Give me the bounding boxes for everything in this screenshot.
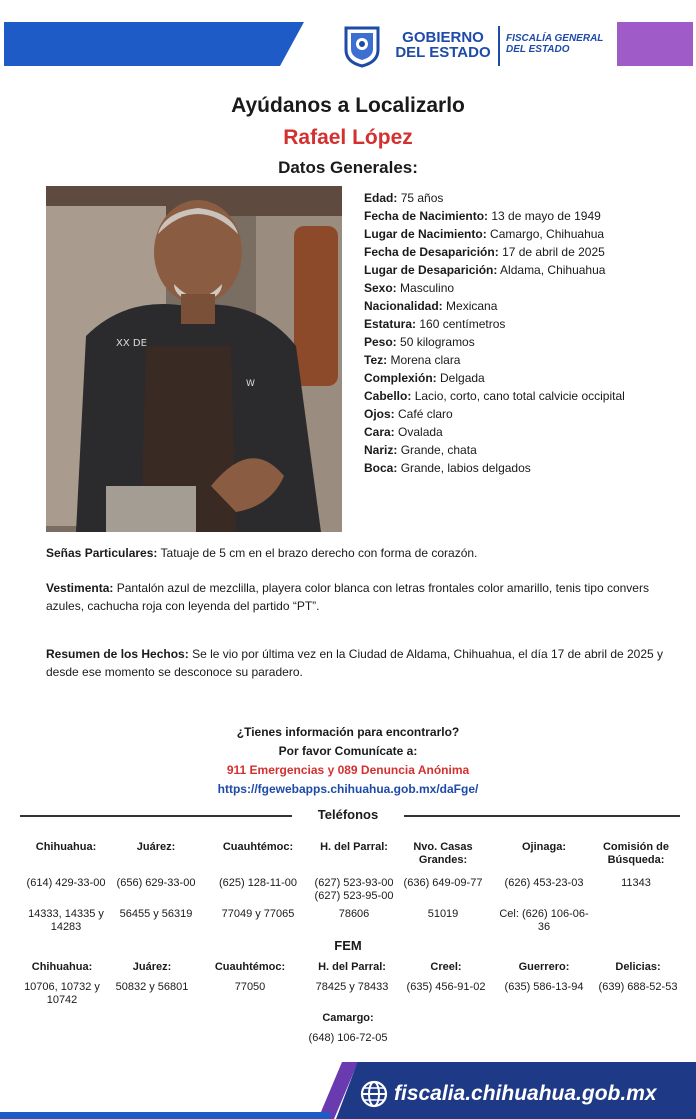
detail-value: Café claro bbox=[398, 407, 453, 421]
detail-row bbox=[364, 297, 684, 315]
general-data-heading: Datos Generales: bbox=[278, 158, 418, 177]
detail-label: Complexión: bbox=[364, 371, 437, 385]
svg-text:W: W bbox=[246, 379, 255, 389]
fem-city-name: Juárez: bbox=[132, 961, 172, 973]
detail-row bbox=[364, 387, 684, 405]
fem-heading: FEM bbox=[334, 938, 362, 953]
telefonos-extension: Cel: (626) 106-06-36 bbox=[499, 908, 589, 933]
fem-extension: (635) 456-91-02 bbox=[406, 981, 486, 993]
gov-line1: GOBIERNO bbox=[402, 29, 484, 46]
fem-extension: (639) 688-52-53 bbox=[598, 981, 678, 993]
telefonos-city-name: Ojinaga: bbox=[521, 841, 566, 853]
detail-label: Boca: bbox=[364, 461, 398, 475]
detail-row bbox=[364, 207, 684, 225]
senas-label: Señas Particulares: bbox=[46, 546, 158, 560]
fisc-line2: DEL ESTADO bbox=[506, 44, 570, 55]
detail-value: Delgada bbox=[440, 371, 485, 385]
telefonos-extension: 51019 bbox=[427, 908, 459, 920]
vestimenta-label: Vestimenta: bbox=[46, 581, 114, 595]
svg-text:XX DE: XX DE bbox=[116, 338, 147, 349]
vestimenta-value: Pantalón azul de mezclilla, playera color blanca con letras frontales color amarillo, tenis tipo convers azules, cachucha roja con leyenda del partido “PT”. bbox=[46, 581, 649, 613]
detail-label: Peso: bbox=[364, 335, 397, 349]
emergency-numbers: 911 Emergencias y 089 Denuncia Anónima bbox=[226, 763, 470, 777]
detail-label: Cara: bbox=[364, 425, 395, 439]
header-divider bbox=[498, 26, 500, 66]
detail-row bbox=[364, 225, 684, 243]
fem-camargo-value: (648) 106-72-05 bbox=[308, 1032, 388, 1044]
header-purple-band bbox=[617, 22, 693, 66]
telefonos-extension: 77049 y 77065 bbox=[221, 908, 295, 920]
detail-row bbox=[364, 261, 684, 279]
detail-value: Aldama, Chihuahua bbox=[500, 263, 606, 277]
fem-city-name: Creel: bbox=[430, 961, 462, 973]
detail-row bbox=[364, 243, 684, 261]
senas-paragraph bbox=[46, 544, 676, 562]
bottom-blue-bar bbox=[0, 1112, 330, 1119]
fem-extension: 77050 bbox=[234, 981, 266, 993]
gov-logo-text bbox=[390, 30, 496, 60]
fem-city-name: Delicias: bbox=[615, 961, 661, 973]
detail-row bbox=[364, 315, 684, 333]
detail-value: 17 de abril de 2025 bbox=[502, 245, 605, 259]
detail-value: Ovalada bbox=[398, 425, 443, 439]
detail-value: 13 de mayo de 1949 bbox=[491, 209, 601, 223]
telefonos-phone: (625) 128-11-00 bbox=[218, 877, 298, 889]
telefonos-rule-left bbox=[20, 815, 292, 817]
detail-value: Mexicana bbox=[446, 299, 498, 313]
senas-value: Tatuaje de 5 cm en el brazo derecho con forma de corazón. bbox=[160, 546, 478, 560]
detail-row bbox=[364, 189, 684, 207]
fem-extension: 10706, 10732 y 10742 bbox=[24, 981, 100, 1006]
details-list bbox=[364, 189, 684, 477]
detail-row bbox=[364, 333, 684, 351]
resumen-value: Se le vio por última vez en la Ciudad de Aldama, Chihuahua, el día 17 de abril de 2025 y desde ese momento se desconoce su paradero. bbox=[46, 647, 664, 679]
report-link[interactable]: https://fgewebapps.chihuahua.gob.mx/daFge/ bbox=[217, 782, 479, 796]
resumen-label: Resumen de los Hechos: bbox=[46, 647, 189, 661]
detail-value: 160 centímetros bbox=[419, 317, 506, 331]
detail-label: Sexo: bbox=[364, 281, 397, 295]
detail-row bbox=[364, 405, 684, 423]
fem-city-name: Chihuahua: bbox=[31, 961, 93, 973]
detail-label: Lugar de Nacimiento: bbox=[364, 227, 487, 241]
detail-label: Estatura: bbox=[364, 317, 417, 331]
telefonos-phone: (656) 629-33-00 bbox=[116, 877, 196, 889]
detail-value: Grande, chata bbox=[400, 443, 477, 457]
detail-row bbox=[364, 369, 684, 387]
fisc-line1: FISCALÍA GENERAL bbox=[506, 33, 604, 44]
fem-city-name: Cuauhtémoc: bbox=[214, 961, 286, 973]
telefonos-phone: (614) 429-33-00 bbox=[26, 877, 106, 889]
header-blue-band bbox=[4, 22, 304, 66]
detail-label: Fecha de Nacimiento: bbox=[364, 209, 489, 223]
detail-row bbox=[364, 459, 684, 477]
detail-value: Morena clara bbox=[390, 353, 461, 367]
telefonos-extension: 78606 bbox=[338, 908, 370, 920]
detail-label: Ojos: bbox=[364, 407, 395, 421]
detail-label: Nacionalidad: bbox=[364, 299, 443, 313]
detail-label: Cabello: bbox=[364, 389, 412, 403]
telefonos-city-name: H. del Parral: bbox=[320, 841, 388, 853]
detail-label: Fecha de Desaparición: bbox=[364, 245, 499, 259]
person-name: Rafael López bbox=[283, 126, 413, 149]
telefonos-phone: (627) 523-93-00 (627) 523-95-00 bbox=[314, 877, 394, 902]
fiscalia-logo-text bbox=[506, 33, 603, 55]
fem-city-name: H. del Parral: bbox=[318, 961, 386, 973]
detail-row bbox=[364, 423, 684, 441]
fem-camargo-name: Camargo: bbox=[322, 1012, 374, 1024]
page-title: Ayúdanos a Localizarlo bbox=[231, 94, 465, 117]
telefonos-city-name: Chihuahua: bbox=[35, 841, 97, 853]
contact-please: Por favor Comunícate a: bbox=[278, 744, 418, 758]
fem-extension: 78425 y 78433 bbox=[315, 981, 389, 993]
telefonos-phone: (626) 453-23-03 bbox=[504, 877, 584, 889]
telefonos-city-name: Comisión de Búsqueda: bbox=[602, 841, 669, 866]
contact-question: ¿Tienes información para encontrarlo? bbox=[236, 725, 460, 739]
detail-label: Edad: bbox=[364, 191, 398, 205]
detail-value: 50 kilogramos bbox=[400, 335, 475, 349]
detail-label: Tez: bbox=[364, 353, 388, 367]
telefonos-extension: 56455 y 56319 bbox=[119, 908, 193, 920]
gov-line2: DEL ESTADO bbox=[395, 44, 491, 61]
telefonos-city-name: Cuauhtémoc: bbox=[222, 841, 294, 853]
telefonos-extension: 14333, 14335 y 14283 bbox=[28, 908, 104, 933]
fem-extension: (635) 586-13-94 bbox=[504, 981, 584, 993]
detail-row bbox=[364, 351, 684, 369]
telefonos-city-name: Nvo. Casas Grandes: bbox=[413, 841, 473, 866]
detail-row bbox=[364, 279, 684, 297]
vestimenta-paragraph bbox=[46, 579, 676, 615]
fem-city-name: Guerrero: bbox=[518, 961, 570, 973]
detail-value: Lacio, corto, cano total calvicie occipital bbox=[414, 389, 625, 403]
state-seal-icon bbox=[342, 24, 382, 68]
footer-website-link[interactable]: fiscalia.chihuahua.gob.mx bbox=[394, 1082, 657, 1105]
person-photo bbox=[46, 186, 342, 532]
detail-value: Camargo, Chihuahua bbox=[490, 227, 605, 241]
globe-icon bbox=[360, 1080, 388, 1108]
detail-value: 75 años bbox=[400, 191, 444, 205]
telefonos-phone: (636) 649-09-77 bbox=[403, 877, 483, 889]
detail-value: Masculino bbox=[400, 281, 455, 295]
detail-label: Nariz: bbox=[364, 443, 398, 457]
resumen-paragraph bbox=[46, 645, 676, 681]
detail-row bbox=[364, 441, 684, 459]
fem-extension: 50832 y 56801 bbox=[115, 981, 189, 993]
telefonos-heading: Teléfonos bbox=[317, 807, 379, 822]
telefonos-city-name: Juárez: bbox=[136, 841, 176, 853]
detail-value: Grande, labios delgados bbox=[400, 461, 531, 475]
telefonos-rule-right bbox=[404, 815, 680, 817]
telefonos-phone: 11343 bbox=[621, 877, 651, 889]
detail-label: Lugar de Desaparición: bbox=[364, 263, 498, 277]
